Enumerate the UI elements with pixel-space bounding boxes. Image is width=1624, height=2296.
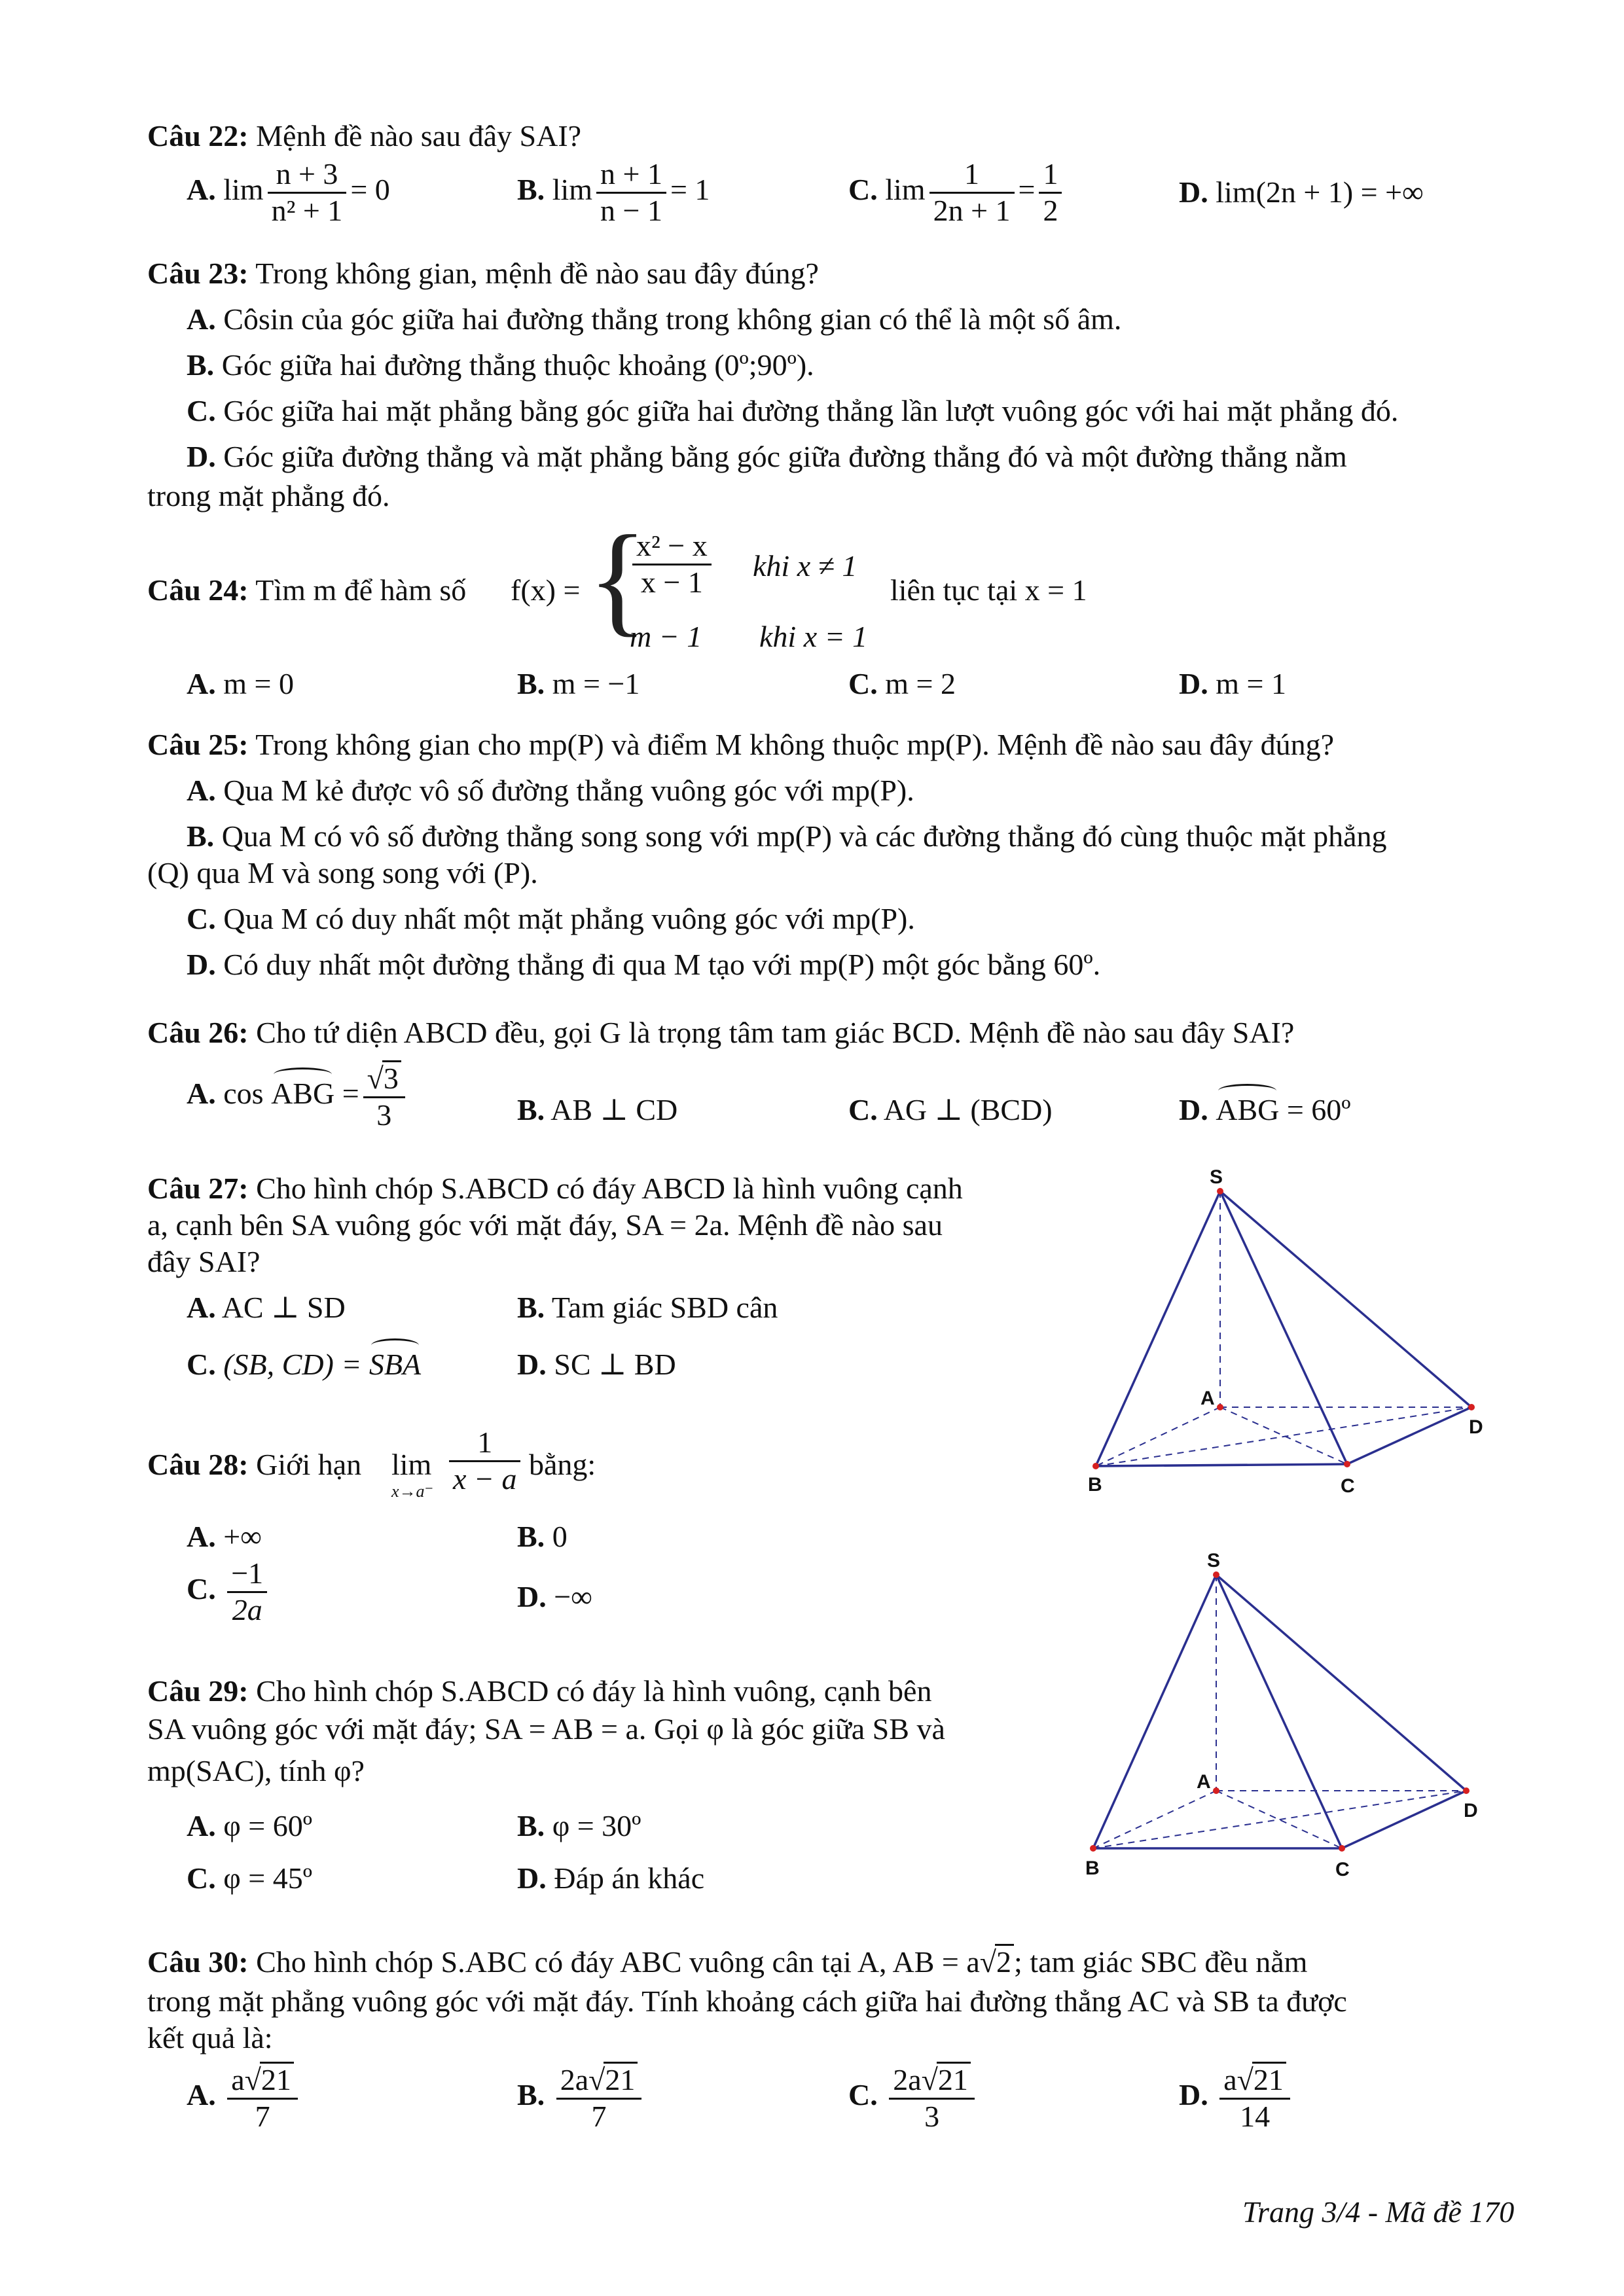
q27-b-label: B. bbox=[517, 1291, 545, 1324]
q28-a-text: +∞ bbox=[223, 1520, 262, 1553]
q28-b-text: 0 bbox=[552, 1520, 568, 1553]
q25-a-text: Qua M kẻ được vô số đường thẳng vuông góc với mp(P). bbox=[223, 774, 914, 807]
q30-a-label: A. bbox=[187, 2077, 216, 2111]
q22-a-den: n² + 1 bbox=[271, 193, 343, 227]
q30-a-den: 7 bbox=[255, 2099, 270, 2133]
q28-lim-sub: x→a⁻ bbox=[391, 1482, 434, 1501]
q22-stem bbox=[147, 117, 581, 156]
q29-c-label: C. bbox=[187, 1861, 216, 1895]
q30-stem-line3: kết quả là: bbox=[147, 2021, 273, 2054]
vertex2-s bbox=[1213, 1571, 1219, 1578]
q22-a-label: A. bbox=[187, 172, 216, 206]
q28-frac bbox=[449, 1426, 520, 1497]
q29-b-label: B. bbox=[517, 1809, 545, 1842]
q22-option-a bbox=[187, 157, 390, 228]
q30-c-coef: 2a bbox=[893, 2063, 922, 2096]
q23-option-c bbox=[187, 391, 1398, 431]
q28-d-text: −∞ bbox=[554, 1580, 592, 1613]
q27-b-text: Tam giác SBD cân bbox=[551, 1291, 778, 1324]
q28-text: Giới hạn bbox=[256, 1448, 362, 1481]
q22-a-lim: lim bbox=[223, 172, 264, 206]
q23-option-d-cont: trong mặt phẳng đó. bbox=[147, 479, 390, 512]
label-s: S bbox=[1210, 1166, 1223, 1188]
q29-text1: Cho hình chóp S.ABCD có đáy là hình vuông, cạnh bên bbox=[256, 1674, 932, 1708]
q22-b-label: B. bbox=[517, 172, 545, 206]
q24-case2: m − 1 bbox=[630, 620, 702, 653]
q28-option-a bbox=[187, 1517, 262, 1556]
q24-a-label: A. bbox=[187, 667, 216, 700]
q30-d-frac bbox=[1219, 2062, 1290, 2134]
q25-label: Câu 25: bbox=[147, 728, 249, 761]
q27-stem-line1 bbox=[147, 1169, 963, 1208]
q28-c-num: −1 bbox=[227, 1556, 267, 1593]
q30-text1b: ; tam giác SBC đều nằm bbox=[1014, 1945, 1308, 1979]
q24-stem bbox=[147, 571, 466, 610]
q23-a-label: A. bbox=[187, 302, 216, 336]
vertex-s bbox=[1217, 1188, 1223, 1194]
q26-a-numer: √3 bbox=[363, 1060, 405, 1098]
vertex-a bbox=[1217, 1404, 1223, 1410]
q23-option-b bbox=[187, 346, 814, 385]
q28-d-label: D. bbox=[517, 1580, 547, 1613]
q27-a-label: A. bbox=[187, 1291, 216, 1324]
q26-c-label: C. bbox=[848, 1093, 878, 1126]
q27-option-a bbox=[187, 1288, 346, 1327]
q24-case1-frac bbox=[632, 529, 712, 600]
q24-c-text: m = 2 bbox=[885, 667, 956, 700]
q30-d-label: D. bbox=[1179, 2077, 1208, 2111]
q30-b-num: 2a√21 bbox=[556, 2062, 642, 2100]
edge-sd bbox=[1220, 1191, 1471, 1407]
edge-sb bbox=[1096, 1191, 1220, 1466]
label-d: D bbox=[1469, 1416, 1483, 1438]
edge2-sb bbox=[1093, 1575, 1216, 1848]
q30-c-den: 3 bbox=[924, 2099, 940, 2133]
q26-option-b bbox=[517, 1090, 677, 1130]
q25-text: Trong không gian cho mp(P) và điểm M không thuộc mp(P). Mệnh đề nào sau đây đúng? bbox=[255, 728, 1335, 761]
q24-case1 bbox=[628, 529, 715, 600]
q23-label: Câu 23: bbox=[147, 257, 249, 290]
label2-s: S bbox=[1207, 1550, 1221, 1571]
pyramid1-edges bbox=[1096, 1191, 1471, 1466]
q30-d-rad: 21 bbox=[1252, 2062, 1286, 2097]
q25-a-label: A. bbox=[187, 774, 216, 807]
q28-lim-word: lim bbox=[391, 1448, 432, 1481]
q26-d-angle: ABG bbox=[1216, 1090, 1279, 1130]
q30-option-b bbox=[517, 2062, 645, 2134]
q22-b-lim: lim bbox=[552, 172, 593, 206]
q30-text1a: Cho hình chóp S.ABC có đáy ABC vuông cân tại A, AB = a bbox=[256, 1945, 980, 1979]
label-c: C bbox=[1341, 1475, 1355, 1497]
q22-c-fraction bbox=[929, 157, 1015, 228]
q29-stem-line3: mp(SAC), tính φ? bbox=[147, 1754, 365, 1787]
q26-a-angle: ABG bbox=[271, 1074, 334, 1113]
q30-stem-line2: trong mặt phẳng vuông góc với mặt đáy. Tính khoảng cách giữa hai đường thẳng AC và SB ta được bbox=[147, 1984, 1347, 2018]
q29-d-text: Đáp án khác bbox=[554, 1861, 705, 1895]
q24-a-text: m = 0 bbox=[223, 667, 294, 700]
q22-c-lim: lim bbox=[885, 172, 926, 206]
q29-d-label: D. bbox=[517, 1861, 547, 1895]
q30-a-num: a√21 bbox=[227, 2062, 298, 2100]
q30-option-d bbox=[1179, 2062, 1294, 2134]
q23-a-text: Côsin của góc giữa hai đường thẳng trong không gian có thể là một số âm. bbox=[223, 302, 1122, 336]
q25-option-a bbox=[187, 771, 914, 810]
q29-option-b bbox=[517, 1806, 641, 1846]
q24-option-b bbox=[517, 664, 640, 704]
q30-option-a bbox=[187, 2062, 302, 2134]
q27-c-angle: SBA bbox=[369, 1345, 421, 1384]
edge-bc bbox=[1096, 1464, 1347, 1466]
q28-label: Câu 28: bbox=[147, 1448, 249, 1481]
q22-a-num: n + 3 bbox=[268, 157, 347, 194]
q30-d-den: 14 bbox=[1240, 2099, 1271, 2133]
vertex2-c bbox=[1339, 1845, 1345, 1852]
q25-d-label: D. bbox=[187, 948, 216, 981]
q30-stem-line1: Câu 30: Cho hình chóp S.ABC có đáy ABC vuông cân tại A, AB = a√2; tam giác SBC đều nằm bbox=[147, 1945, 1308, 1979]
q24-case1-num: x² − x bbox=[632, 529, 712, 565]
q26-option-a bbox=[187, 1060, 409, 1133]
q23-d-label: D. bbox=[187, 440, 216, 473]
q23-c-label: C. bbox=[187, 394, 216, 427]
q22-c-label: C. bbox=[848, 172, 878, 206]
q30-c-num: 2a√21 bbox=[889, 2062, 975, 2100]
q29-a-text: φ = 60º bbox=[223, 1809, 312, 1842]
q29-b-text: φ = 30º bbox=[552, 1809, 641, 1842]
q25-b-text: Qua M có vô số đường thẳng song song với mp(P) và các đường thẳng đó cùng thuộc mặt phẳng bbox=[221, 819, 1387, 853]
q29-stem-line2: SA vuông góc với mặt đáy; SA = AB = a. Gọi φ là góc giữa SB và bbox=[147, 1712, 945, 1746]
q24-f: f(x) = bbox=[511, 573, 581, 607]
edge2-ab-hidden bbox=[1093, 1791, 1216, 1848]
q28-den: x − a bbox=[453, 1462, 517, 1496]
edge2-sd bbox=[1216, 1575, 1466, 1791]
q24-text: Tìm m để hàm số bbox=[255, 573, 467, 607]
q26-a-cos: cos bbox=[223, 1076, 264, 1110]
q28-option-d bbox=[517, 1577, 592, 1617]
q22-c-num: 1 bbox=[929, 157, 1015, 194]
q22-a-rhs: = 0 bbox=[350, 172, 390, 206]
q26-a-eq: = bbox=[342, 1076, 359, 1110]
q29-option-d bbox=[517, 1859, 704, 1898]
pyramid2-edges bbox=[1093, 1575, 1466, 1848]
q24-option-d bbox=[1179, 664, 1286, 704]
q30-b-coef: 2a bbox=[560, 2063, 589, 2096]
edge2-cd bbox=[1342, 1791, 1466, 1848]
q30-c-frac bbox=[889, 2062, 975, 2134]
q29-label: Câu 29: bbox=[147, 1674, 249, 1708]
q23-b-text: Góc giữa hai đường thẳng thuộc khoảng (0º;90º). bbox=[221, 348, 814, 382]
q23-option-d bbox=[187, 437, 1347, 476]
q26-option-c bbox=[848, 1090, 1053, 1130]
pyramid-figure-1 bbox=[1074, 1165, 1492, 1505]
q27-option-d bbox=[517, 1345, 676, 1384]
q28-tail: bằng: bbox=[529, 1448, 596, 1481]
q29-option-c bbox=[187, 1859, 312, 1898]
q25-option-b-cont: (Q) qua M và song song với (P). bbox=[147, 856, 538, 889]
q30-a-rad: 21 bbox=[260, 2062, 294, 2097]
q25-option-d bbox=[187, 945, 1100, 984]
q22-d-label: D. bbox=[1179, 175, 1208, 209]
q22-d-expr: lim(2n + 1) = +∞ bbox=[1216, 175, 1424, 209]
q27-text1: Cho hình chóp S.ABCD có đáy ABCD là hình vuông cạnh bbox=[256, 1172, 963, 1205]
q27-option-c bbox=[187, 1345, 421, 1384]
q23-text: Trong không gian, mệnh đề nào sau đây đúng? bbox=[255, 257, 819, 290]
q30-d-coef: a bbox=[1223, 2063, 1237, 2096]
q27-option-b bbox=[517, 1288, 778, 1327]
q30-b-rad: 21 bbox=[604, 2062, 638, 2097]
q26-b-label: B. bbox=[517, 1093, 545, 1126]
q26-c-text: AG ⊥ (BCD) bbox=[883, 1093, 1053, 1126]
vertex2-a bbox=[1213, 1787, 1219, 1794]
q30-d-num: a√21 bbox=[1219, 2062, 1290, 2100]
q24-b-text: m = −1 bbox=[552, 667, 640, 700]
q24-d-text: m = 1 bbox=[1216, 667, 1286, 700]
q28-b-label: B. bbox=[517, 1520, 545, 1553]
q28-a-label: A. bbox=[187, 1520, 216, 1553]
q24-case2-cond: khi x = 1 bbox=[759, 620, 868, 653]
edge-ab-hidden bbox=[1096, 1407, 1220, 1466]
page-footer: Trang 3/4 - Mã đề 170 bbox=[1242, 2195, 1515, 2229]
q28-option-c bbox=[187, 1556, 271, 1628]
q30-c-label: C. bbox=[848, 2077, 878, 2111]
q28-c-frac bbox=[227, 1556, 267, 1628]
q29-c-text: φ = 45º bbox=[223, 1861, 312, 1895]
q25-d-text: Có duy nhất một đường thẳng đi qua M tạo với mp(P) một góc bằng 60º. bbox=[223, 948, 1101, 981]
q24-tail: liên tục tại x = 1 bbox=[890, 573, 1087, 607]
q22-c-num2: 1 bbox=[1039, 157, 1062, 194]
q24-option-c bbox=[848, 664, 956, 704]
q24-case1-den: x − 1 bbox=[640, 565, 703, 599]
q28-c-label: C. bbox=[187, 1571, 216, 1605]
label2-a: A bbox=[1197, 1771, 1211, 1793]
edge-bd-hidden bbox=[1096, 1407, 1471, 1466]
q27-label: Câu 27: bbox=[147, 1172, 249, 1205]
edge2-bd-hidden bbox=[1093, 1791, 1466, 1848]
q27-stem-line3: đây SAI? bbox=[147, 1245, 261, 1278]
q22-option-b bbox=[517, 157, 710, 228]
q22-text: Mệnh đề nào sau đây SAI? bbox=[256, 119, 582, 152]
q22-b-fraction bbox=[596, 157, 666, 228]
q24-brace: { bbox=[588, 511, 648, 648]
q30-c-rad: 21 bbox=[937, 2062, 971, 2097]
q23-c-text: Góc giữa hai mặt phẳng bằng góc giữa hai đường thẳng lần lượt vuông góc với hai mặt phẳng đó. bbox=[223, 394, 1399, 427]
q25-option-c bbox=[187, 899, 915, 939]
q30-a-frac bbox=[227, 2062, 298, 2134]
q29-option-a bbox=[187, 1806, 312, 1846]
q24-d-label: D. bbox=[1179, 667, 1208, 700]
q28-fraction bbox=[445, 1426, 524, 1497]
q23-stem bbox=[147, 254, 819, 293]
label-a: A bbox=[1200, 1388, 1215, 1409]
q25-stem bbox=[147, 725, 1334, 764]
q26-a-fraction bbox=[363, 1060, 405, 1133]
q27-d-text: SC ⊥ BD bbox=[554, 1348, 676, 1381]
vertex2-d bbox=[1463, 1787, 1470, 1794]
q23-option-a bbox=[187, 300, 1121, 339]
q27-c-lhs: (SB, CD) = bbox=[223, 1348, 362, 1381]
q28-lim bbox=[391, 1445, 431, 1484]
q22-option-c bbox=[848, 157, 1066, 228]
q29-a-label: A. bbox=[187, 1809, 216, 1842]
q27-d-label: D. bbox=[517, 1348, 547, 1381]
vertex-b bbox=[1092, 1463, 1099, 1469]
q30-b-label: B. bbox=[517, 2077, 545, 2111]
q22-b-rhs: = 1 bbox=[670, 172, 710, 206]
edge-cd bbox=[1347, 1407, 1471, 1464]
q27-a-text: AC ⊥ SD bbox=[221, 1291, 346, 1324]
q30-b-frac bbox=[556, 2062, 642, 2134]
q22-a-fraction bbox=[268, 157, 347, 228]
q24-b-label: B. bbox=[517, 667, 545, 700]
pyramid-figure-2 bbox=[1074, 1550, 1492, 1890]
q26-a-label: A. bbox=[187, 1076, 216, 1110]
q26-a-den: 3 bbox=[376, 1098, 392, 1132]
q28-c-den: 2a bbox=[232, 1592, 262, 1626]
q30-a-coef: a bbox=[231, 2063, 245, 2096]
q24-label: Câu 24: bbox=[147, 573, 249, 607]
edge2-sc bbox=[1216, 1575, 1342, 1848]
q26-text: Cho tứ diện ABCD đều, gọi G là trọng tâm tam giác BCD. Mệnh đề nào sau đây SAI? bbox=[256, 1016, 1295, 1049]
q29-stem-line1 bbox=[147, 1672, 931, 1711]
edge2-ac-hidden bbox=[1216, 1791, 1342, 1848]
edge-sc bbox=[1220, 1191, 1347, 1464]
q22-b-num: n + 1 bbox=[596, 157, 666, 194]
q25-b-label: B. bbox=[187, 819, 215, 853]
q24-option-a bbox=[187, 664, 294, 704]
q22-option-d bbox=[1179, 173, 1424, 212]
q22-label: Câu 22: bbox=[147, 119, 249, 152]
q22-c-fraction2 bbox=[1039, 157, 1062, 228]
q22-c-den2: 2 bbox=[1043, 193, 1058, 227]
label2-d: D bbox=[1464, 1800, 1478, 1821]
q25-option-b bbox=[187, 817, 1387, 856]
q26-stem bbox=[147, 1013, 1294, 1052]
q25-c-text: Qua M có duy nhất một mặt phẳng vuông góc với mp(P). bbox=[223, 902, 915, 935]
vertex-c bbox=[1344, 1461, 1350, 1467]
vertex2-b bbox=[1090, 1845, 1096, 1852]
q30-option-c bbox=[848, 2062, 979, 2134]
vertex-d bbox=[1468, 1404, 1475, 1410]
label2-c: C bbox=[1335, 1859, 1350, 1880]
q27-stem-line2: a, cạnh bên SA vuông góc với mặt đáy, SA = 2a. Mệnh đề nào sau bbox=[147, 1208, 943, 1242]
q22-b-den: n − 1 bbox=[600, 193, 662, 227]
q24-case1-cond: khi x ≠ 1 bbox=[753, 549, 857, 583]
q30-label: Câu 30: bbox=[147, 1945, 249, 1979]
q22-c-den: 2n + 1 bbox=[933, 193, 1011, 227]
q24-c-label: C. bbox=[848, 667, 878, 700]
q23-b-label: B. bbox=[187, 348, 215, 382]
label2-b: B bbox=[1085, 1857, 1100, 1879]
q25-c-label: C. bbox=[187, 902, 216, 935]
q26-label: Câu 26: bbox=[147, 1016, 249, 1049]
q28-num: 1 bbox=[449, 1426, 520, 1462]
q26-a-rad: 3 bbox=[382, 1060, 401, 1096]
q26-d-rhs: = 60º bbox=[1286, 1093, 1351, 1126]
q26-option-d bbox=[1179, 1090, 1351, 1130]
q28-option-b bbox=[517, 1517, 568, 1556]
q23-d-text: Góc giữa đường thẳng và mặt phẳng bằng góc giữa đường thẳng đó và một đường thẳng nằm bbox=[223, 440, 1347, 473]
edge-ac-hidden bbox=[1220, 1407, 1347, 1464]
q26-b-text: AB ⊥ CD bbox=[550, 1093, 678, 1126]
q30-b-den: 7 bbox=[591, 2099, 607, 2133]
q22-c-eq: = bbox=[1018, 172, 1036, 206]
label-b: B bbox=[1088, 1474, 1102, 1496]
q30-text1-rad: 2 bbox=[995, 1944, 1014, 1979]
q26-d-label: D. bbox=[1179, 1093, 1208, 1126]
q27-c-label: C. bbox=[187, 1348, 216, 1381]
q28-stem bbox=[147, 1445, 361, 1484]
